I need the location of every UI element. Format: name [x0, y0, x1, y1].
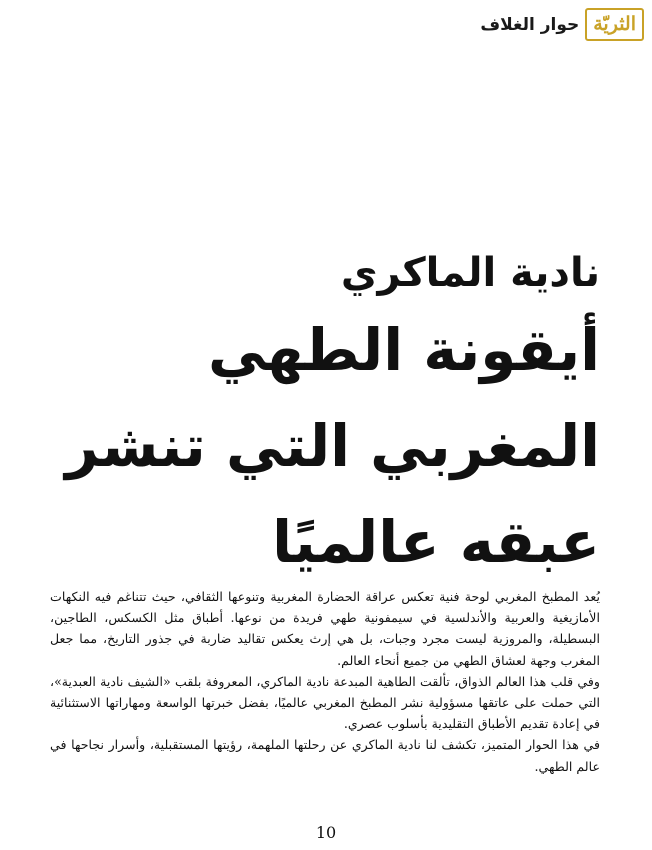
article-kicker: نادية الماكري	[340, 250, 600, 296]
page-number: 10	[315, 823, 337, 842]
headline-line: عبقه عالميًا	[272, 508, 600, 576]
article-body	[50, 586, 600, 777]
title-block	[40, 244, 600, 590]
headline-line: المغربي التي تنشر	[65, 412, 600, 480]
magazine-logo: الثريّة	[585, 8, 644, 41]
body-paragraph: يُعد المطبخ المغربي لوحة فنية تعكس عراقة الحضارة المغربية وتنوعها الثقافي، حيث تتناغم فيه النكهات الأمازيغية والعربية والأندلسية في سيمفونية طهي فريدة من نوعها. أطباق مثل الكسكس، الطاجين، البسطيلة، والمروزية ليست مجرد وجبات، بل هي إرث يعكس تقاليد ضاربة في جذور التاريخ، مما جعل المغرب وجهة لعشاق الطهي من جميع أنحاء العالم.	[50, 589, 600, 668]
page-header	[480, 8, 644, 41]
body-paragraph: في هذا الحوار المتميز، تكشف لنا نادية الماكري عن رحلتها الملهمة، رؤيتها المستقبلية، وأسرار نجاحها في عالم الطهي.	[50, 737, 600, 774]
article-headline	[40, 302, 600, 590]
body-paragraph: وفي قلب هذا العالم الذواق، تألقت الطاهية المبدعة نادية الماكري، المعروفة بلقب «الشيف نادية العبدية»، التي حملت على عاتقها مسؤولية نشر المطبخ المغربي عالميًا، بفضل خبرتها الواسعة ومهاراتها الاستثنائية في إعادة تقديم الأطباق التقليدية بأسلوب عصري.	[50, 673, 600, 732]
headline-line: أيقونة الطهي	[207, 316, 600, 384]
section-label: حوار الغلاف	[480, 14, 580, 35]
